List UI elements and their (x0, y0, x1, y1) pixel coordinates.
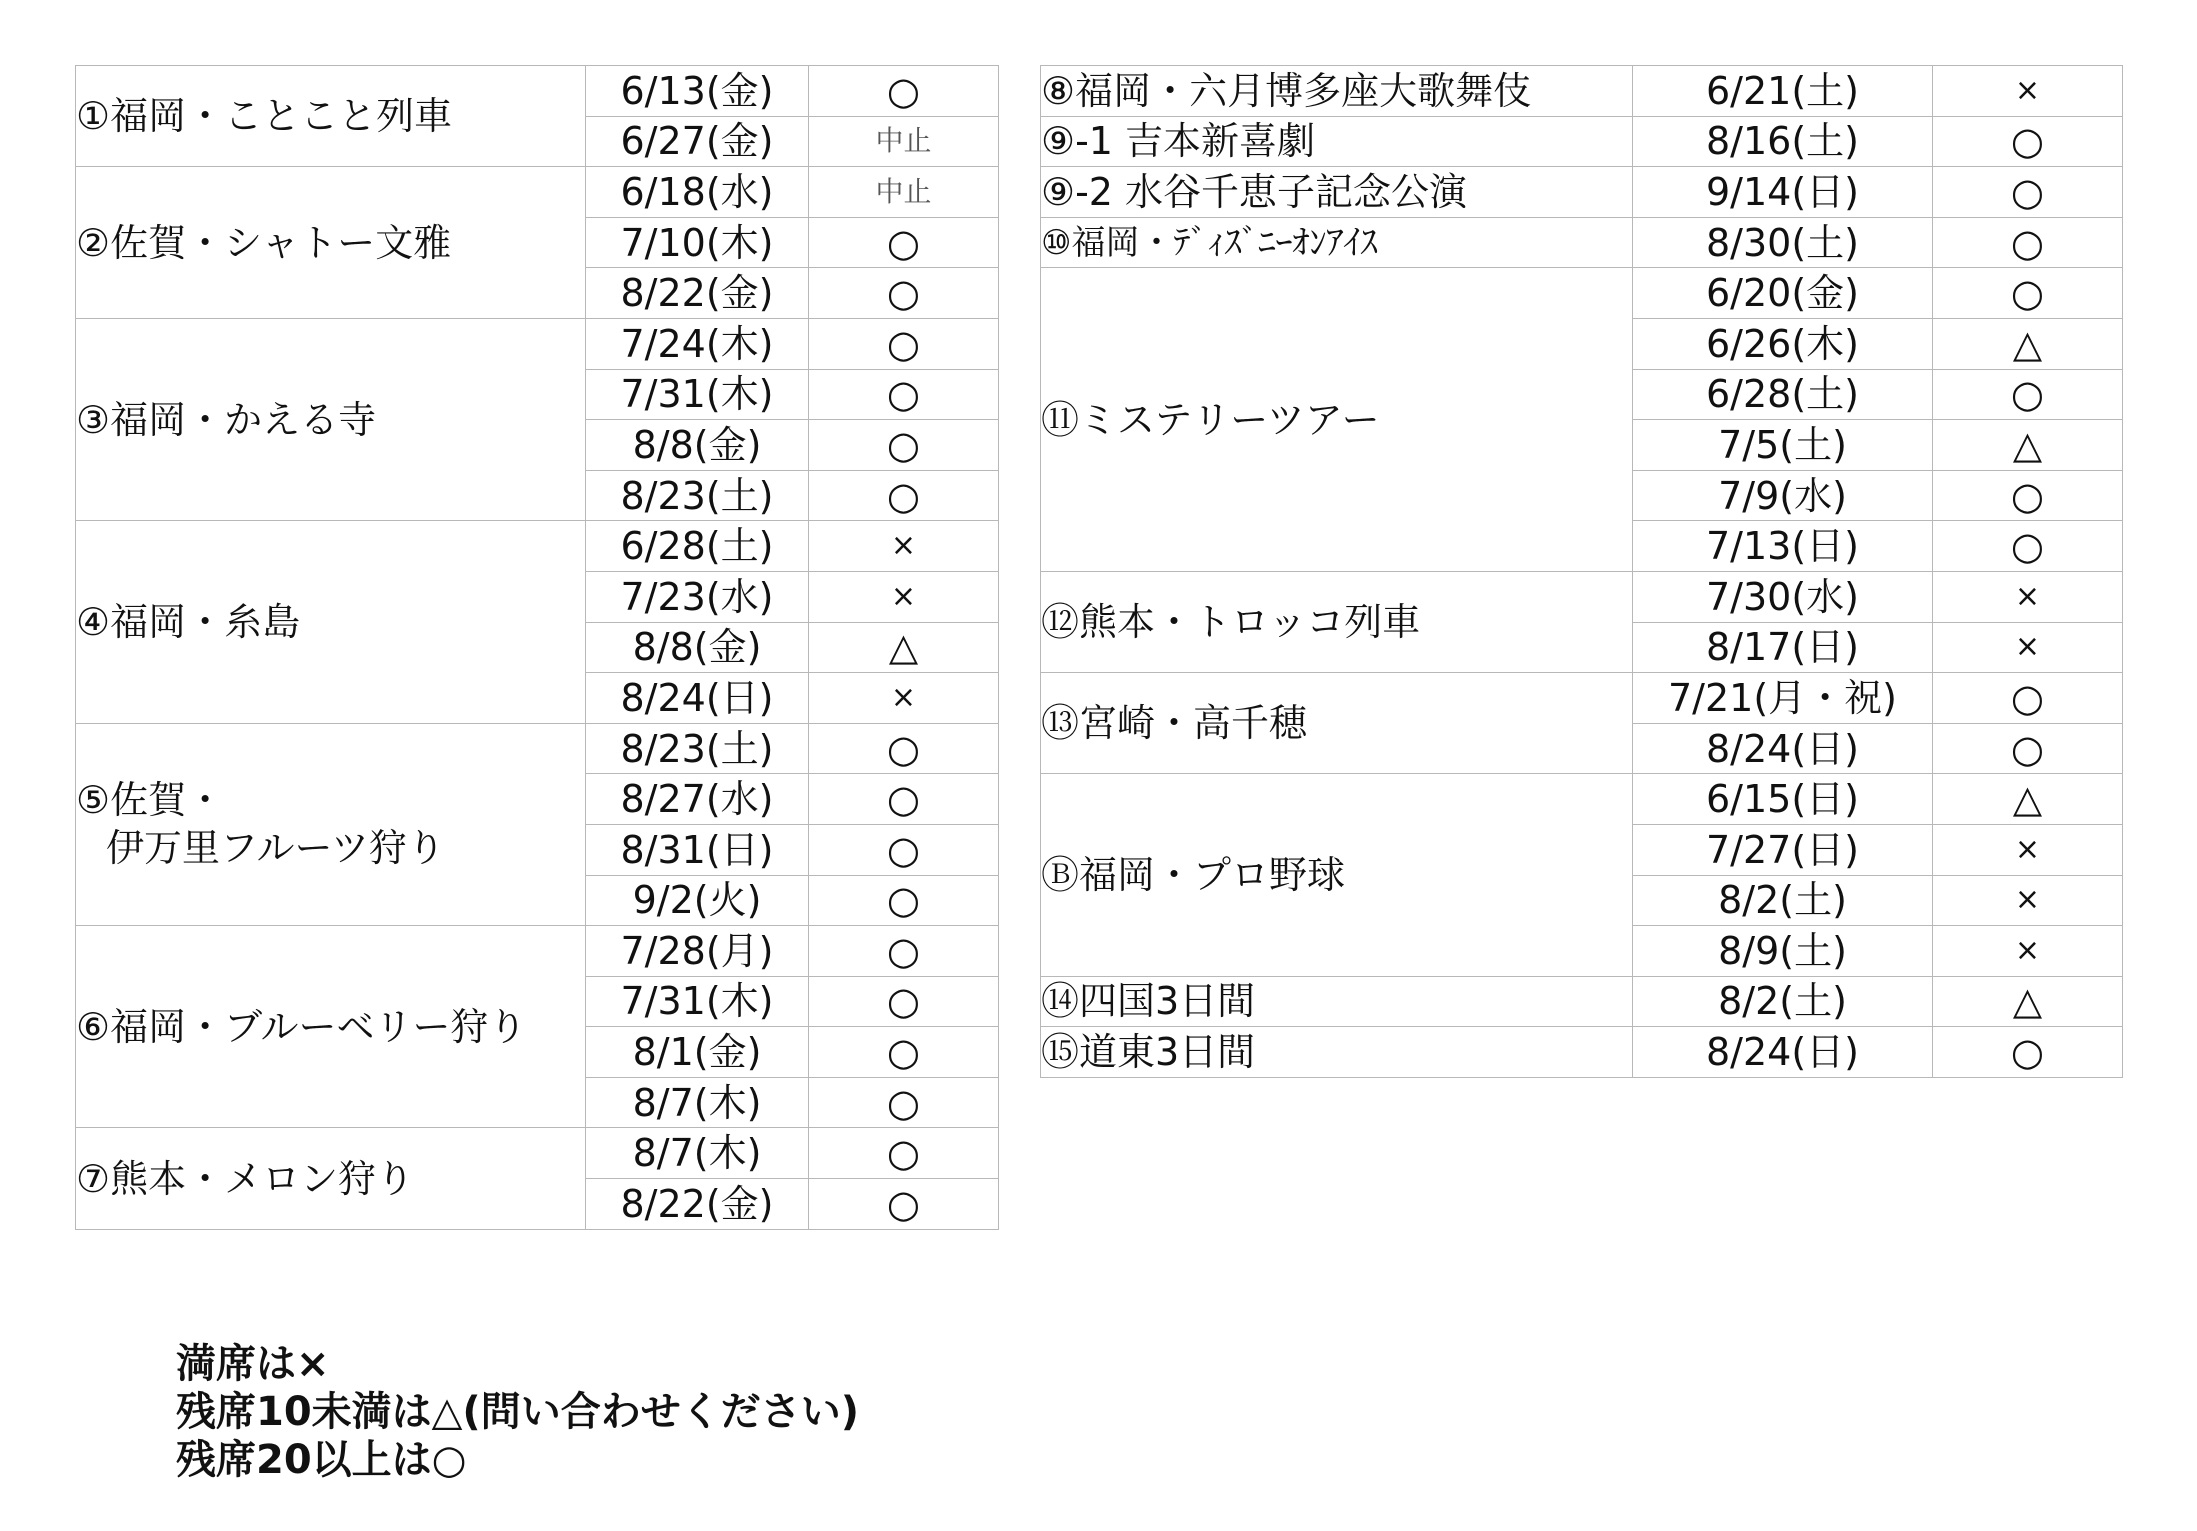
tour-date: 6/13(金) (586, 66, 809, 117)
schedule-row (1041, 268, 2123, 319)
tour-date: 7/31(木) (586, 976, 809, 1027)
availability-status: ○ (809, 824, 999, 875)
schedule-row (76, 521, 999, 572)
tour-date: 7/24(木) (586, 318, 809, 369)
tour-date: 7/27(日) (1633, 824, 1933, 875)
tour-name-line: ⑨-2 水谷千恵子記念公演 (1041, 169, 1468, 214)
tour-date: 6/27(金) (586, 116, 809, 167)
availability-status: ○ (809, 66, 999, 117)
availability-status: ○ (1933, 268, 2123, 319)
availability-status: 中止 (809, 116, 999, 167)
tour-name-line: ⑬宮崎・高千穂 (1041, 701, 1308, 746)
availability-status: ○ (1933, 167, 2123, 218)
tour-schedule-table-left (75, 65, 999, 1230)
tour-name-line: ⑧福岡・六月博多座大歌舞伎 (1041, 68, 1532, 113)
tour-name (76, 723, 586, 925)
availability-status: × (1933, 926, 2123, 977)
tour-date: 8/27(水) (586, 774, 809, 825)
availability-status: ○ (809, 470, 999, 521)
tour-name-line: ⑪ミステリーツアー (1041, 397, 1380, 442)
tour-date: 8/9(土) (1633, 926, 1933, 977)
schedule-row (1041, 1027, 2123, 1078)
tour-date: 8/17(日) (1633, 622, 1933, 673)
tour-name (1041, 66, 1633, 117)
tour-name-line: ⑨-1 吉本新喜劇 (1041, 119, 1316, 164)
tour-date: 6/26(木) (1633, 318, 1933, 369)
tour-name-line: ⑭四国3日間 (1041, 979, 1256, 1024)
tour-date: 7/23(水) (586, 571, 809, 622)
availability-status: ○ (1933, 217, 2123, 268)
tour-name-line: ⑤佐賀・ (76, 778, 225, 823)
availability-status: ○ (809, 420, 999, 471)
tour-date: 8/30(土) (1633, 217, 1933, 268)
schedule-row (76, 318, 999, 369)
tour-name (1041, 571, 1633, 672)
tour-date: 8/24(日) (1633, 1027, 1933, 1078)
tour-name-line: ①福岡・ことこと列車 (76, 94, 453, 139)
availability-status: ○ (809, 926, 999, 977)
tour-date: 7/21(月・祝) (1633, 673, 1933, 724)
tour-name (1041, 774, 1633, 976)
availability-status: ○ (809, 774, 999, 825)
tour-name (1041, 167, 1633, 218)
availability-status: ○ (1933, 116, 2123, 167)
tour-name (76, 318, 586, 520)
tour-name-line: ③福岡・かえる寺 (76, 397, 377, 442)
availability-status: × (1933, 875, 2123, 926)
tour-date: 7/13(日) (1633, 521, 1933, 572)
tour-name-line: ④福岡・糸島 (76, 600, 301, 645)
tour-date: 8/23(土) (586, 723, 809, 774)
tour-name (1041, 116, 1633, 167)
tour-name (76, 521, 586, 723)
tour-date: 8/2(土) (1633, 976, 1933, 1027)
tour-date: 7/31(木) (586, 369, 809, 420)
schedule-row (76, 1128, 999, 1179)
schedule-row (1041, 976, 2123, 1027)
tour-date: 7/28(月) (586, 926, 809, 977)
tour-name (76, 926, 586, 1128)
availability-status: △ (1933, 318, 2123, 369)
tour-date: 6/28(土) (586, 521, 809, 572)
tour-name (1041, 673, 1633, 774)
availability-status: ○ (1933, 673, 2123, 724)
availability-status: ○ (809, 369, 999, 420)
availability-status: ○ (809, 1077, 999, 1128)
legend-few-seats: 残席10未満は△(問い合わせください) (176, 1389, 859, 1435)
tour-date: 7/9(水) (1633, 470, 1933, 521)
availability-status: ○ (809, 217, 999, 268)
tour-date: 8/1(金) (586, 1027, 809, 1078)
availability-status: ○ (809, 1179, 999, 1230)
tour-name (76, 66, 586, 167)
availability-status: × (809, 673, 999, 724)
schedule-row (1041, 217, 2123, 268)
schedule-row (76, 167, 999, 218)
availability-status: ○ (809, 1128, 999, 1179)
schedule-row (76, 723, 999, 774)
tour-date: 8/22(金) (586, 268, 809, 319)
tour-date: 6/28(土) (1633, 369, 1933, 420)
availability-status: × (1933, 622, 2123, 673)
tour-date: 8/23(土) (586, 470, 809, 521)
schedule-row (76, 926, 999, 977)
tour-name (76, 167, 586, 319)
tour-date: 8/7(木) (586, 1077, 809, 1128)
availability-status: ○ (809, 723, 999, 774)
tour-date: 9/14(日) (1633, 167, 1933, 218)
tour-name-line: ⑦熊本・メロン狩り (76, 1156, 415, 1201)
availability-status: △ (1933, 774, 2123, 825)
tour-date: 8/8(金) (586, 622, 809, 673)
tour-name-line: Ⓑ福岡・プロ野球 (1041, 853, 1346, 897)
tour-name-line: 伊万里フルーツ狩り (106, 826, 445, 871)
tour-name (1041, 1027, 1633, 1078)
availability-status: △ (809, 622, 999, 673)
availability-status: ○ (809, 1027, 999, 1078)
availability-status: ○ (809, 976, 999, 1027)
tour-date: 7/5(土) (1633, 420, 1933, 471)
schedule-row (76, 66, 999, 117)
schedule-row (1041, 167, 2123, 218)
tour-date: 8/22(金) (586, 1179, 809, 1230)
availability-status: × (809, 521, 999, 572)
tour-date: 8/24(日) (1633, 723, 1933, 774)
tour-name-line: ⑩福岡・ﾃﾞｨｽﾞﾆｰｵﾝｱｲｽ (1041, 222, 1378, 263)
schedule-row (1041, 673, 2123, 724)
tour-schedule-table-right (1040, 65, 2123, 1078)
tour-name-line: ⑮道東3日間 (1041, 1030, 1256, 1075)
schedule-row (1041, 571, 2123, 622)
availability-status: ○ (1933, 1027, 2123, 1078)
availability-status: ○ (809, 268, 999, 319)
availability-status: × (809, 571, 999, 622)
tour-date: 7/30(水) (1633, 571, 1933, 622)
legend-available: 残席20以上は○ (176, 1437, 467, 1483)
tour-date: 8/8(金) (586, 420, 809, 471)
tour-name-line: ⑫熊本・トロッコ列車 (1041, 600, 1421, 645)
tour-date: 8/24(日) (586, 673, 809, 724)
availability-status: ○ (1933, 470, 2123, 521)
availability-status: △ (1933, 976, 2123, 1027)
availability-status: ○ (1933, 521, 2123, 572)
availability-status: ○ (1933, 723, 2123, 774)
tour-name (1041, 976, 1633, 1027)
availability-status: ○ (1933, 369, 2123, 420)
availability-status: × (1933, 571, 2123, 622)
availability-status: ○ (809, 318, 999, 369)
tour-name (1041, 217, 1633, 268)
availability-legend (176, 1340, 859, 1484)
tour-date: 7/10(木) (586, 217, 809, 268)
schedule-row (1041, 774, 2123, 825)
availability-status: × (1933, 824, 2123, 875)
tour-date: 6/18(水) (586, 167, 809, 218)
tour-name-line: ②佐賀・シャトー文雅 (76, 220, 452, 265)
tour-date: 9/2(火) (586, 875, 809, 926)
tour-date: 8/31(日) (586, 824, 809, 875)
legend-full: 満席は× (176, 1341, 330, 1387)
availability-status: ○ (809, 875, 999, 926)
tour-date: 6/20(金) (1633, 268, 1933, 319)
tour-date: 8/2(土) (1633, 875, 1933, 926)
schedule-row (1041, 116, 2123, 167)
tour-name (76, 1128, 586, 1229)
tour-date: 6/15(日) (1633, 774, 1933, 825)
tour-name (1041, 268, 1633, 572)
tour-name-line: ⑥福岡・ブルーベリー狩り (76, 1004, 527, 1049)
tour-date: 8/7(木) (586, 1128, 809, 1179)
availability-status: 中止 (809, 167, 999, 218)
tour-date: 8/16(土) (1633, 116, 1933, 167)
tour-date: 6/21(土) (1633, 66, 1933, 117)
availability-status: × (1933, 66, 2123, 117)
availability-status: △ (1933, 420, 2123, 471)
schedule-row (1041, 66, 2123, 117)
